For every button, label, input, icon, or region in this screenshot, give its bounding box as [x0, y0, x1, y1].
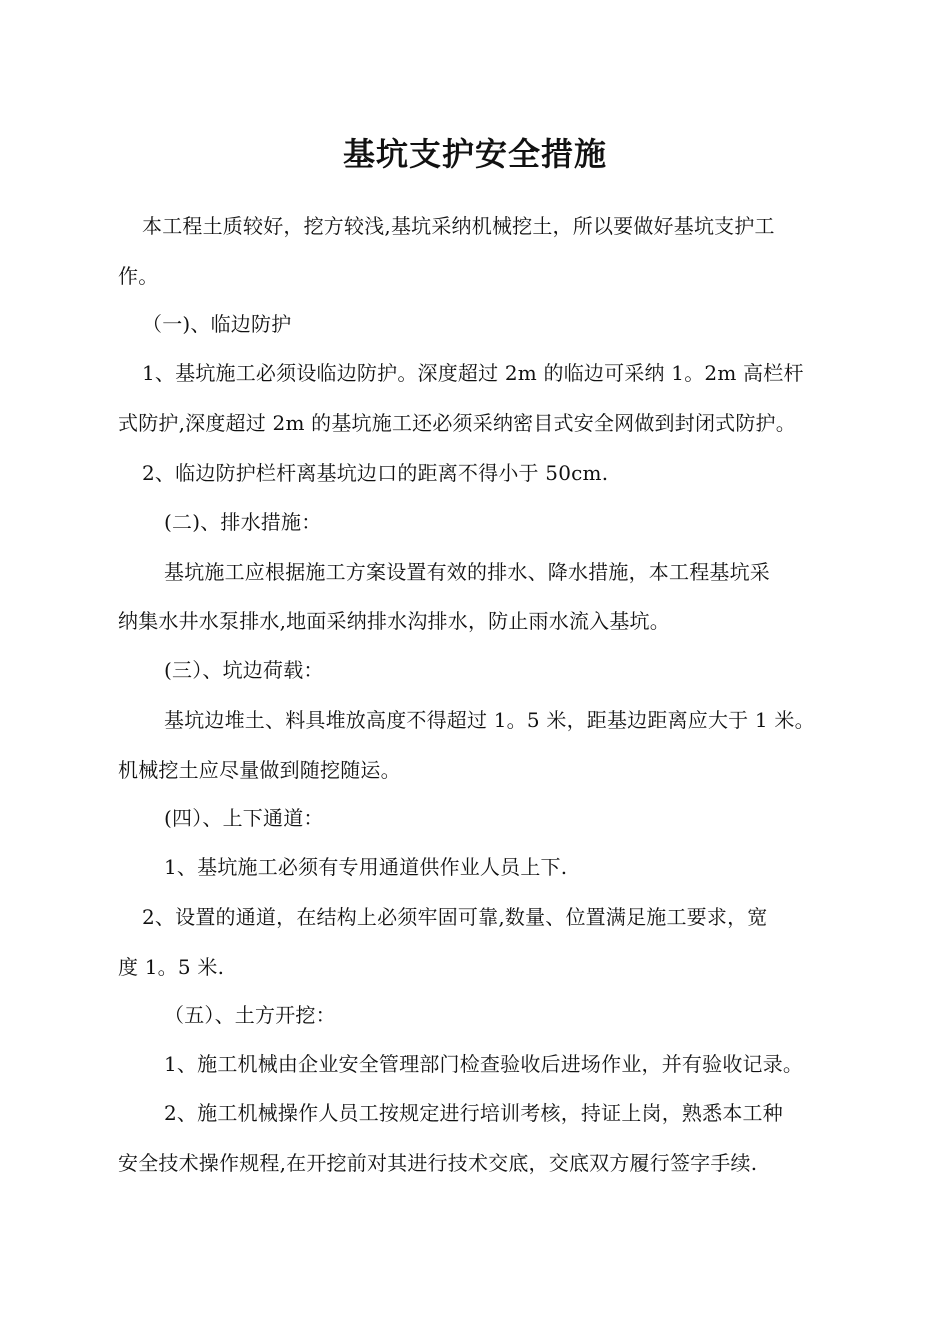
paragraph-line: 纳集水井水泵排水,地面采纳排水沟排水，防止雨水流入基坑。 — [118, 609, 670, 633]
paragraph-line: 机械挖土应尽量做到随挖随运。 — [118, 758, 401, 782]
paragraph-line: 2、设置的通道，在结构上必须牢固可靠,数量、位置满足施工要求，宽 — [142, 905, 768, 929]
document-title: 基坑支护安全措施 — [342, 135, 607, 173]
paragraph-line: 作。 — [118, 264, 159, 288]
paragraph-line: 度 1。5 米. — [118, 955, 225, 979]
section-heading: （五）、土方开挖： — [164, 1003, 336, 1027]
paragraph-line: 式防护,深度超过 2m 的基坑施工还必须采纳密目式安全网做到封闭式防护。 — [118, 411, 796, 435]
paragraph-line: 本工程土质较好，挖方较浅,基坑采纳机械挖土，所以要做好基坑支护工 — [142, 214, 775, 238]
paragraph-line: 1、基坑施工必须设临边防护。深度超过 2m 的临边可采纳 1。2m 高栏杆 — [142, 361, 804, 385]
paragraph-line: 安全技术操作规程,在开挖前对其进行技术交底，交底双方履行签字手续. — [118, 1151, 758, 1175]
paragraph-line: 1、基坑施工必须有专用通道供作业人员上下. — [164, 855, 568, 879]
paragraph-line: 基坑边堆土、料具堆放高度不得超过 1。5 米，距基边距离应大于 1 米。 — [164, 708, 815, 732]
paragraph-line: 1、施工机械由企业安全管理部门检查验收后进场作业，并有验收记录。 — [164, 1052, 804, 1076]
section-heading: (二)、排水措施： — [164, 510, 322, 534]
paragraph-line: 基坑施工应根据施工方案设置有效的排水、降水措施，本工程基坑采 — [164, 560, 770, 584]
paragraph-line: 2、施工机械操作人员工按规定进行培训考核，持证上岗，熟悉本工种 — [164, 1101, 783, 1125]
section-heading: (三）、坑边荷载： — [164, 658, 324, 682]
section-heading: (四）、上下通道： — [164, 806, 324, 830]
section-heading: （一)、临边防护 — [142, 312, 292, 336]
paragraph-line: 2、临边防护栏杆离基坑边口的距离不得小于 50cm. — [142, 461, 609, 485]
